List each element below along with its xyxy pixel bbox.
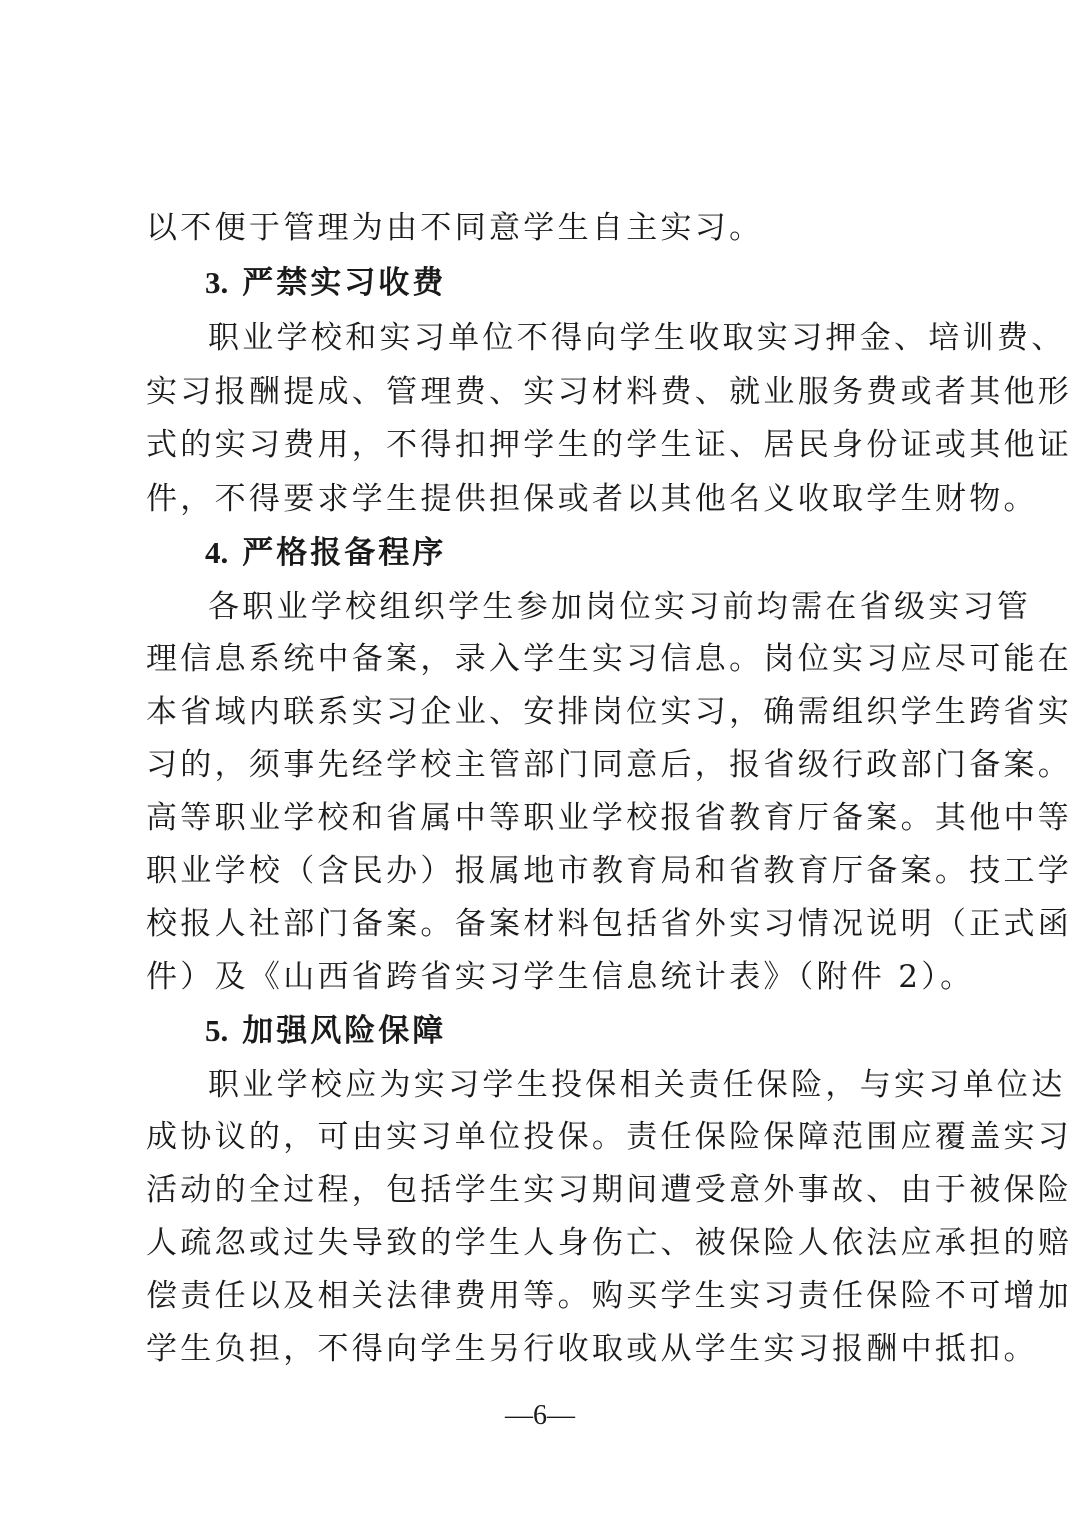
paragraph-line: 职业学校和实习单位不得向学生收取实习押金、培训费、	[208, 320, 1066, 356]
paragraph-line: 件，不得要求学生提供担保或者以其他名义收取学生财物。	[146, 481, 1038, 517]
paragraph-line: 活动的全过程，包括学生实习期间遭受意外事故、由于被保险	[146, 1172, 1073, 1208]
paragraph-line: 式的实习费用，不得扣押学生的学生证、居民身份证或其他证	[146, 427, 1073, 463]
paragraph-line: 各职业学校组织学生参加岗位实习前均需在省级实习管	[208, 589, 1032, 625]
page-number: —6—	[505, 1400, 575, 1431]
paragraph-line: 实习报酬提成、管理费、实习材料费、就业服务费或者其他形	[146, 374, 1073, 410]
section-heading-4	[205, 527, 446, 579]
paragraph-line: 高等职业学校和省属中等职业学校报省教育厅备案。其他中等	[146, 800, 1073, 836]
section-title: 严禁实习收费	[242, 265, 447, 301]
section-number: 5.	[205, 1013, 229, 1048]
paragraph-line: 职业学校（含民办）报属地市教育局和省教育厅备案。技工学	[146, 853, 1073, 889]
paragraph-line: 理信息系统中备案，录入学生实习信息。岗位实习应尽可能在	[146, 641, 1073, 677]
section-heading-5	[205, 1005, 446, 1057]
section-title: 严格报备程序	[242, 535, 447, 571]
section-heading-3	[205, 257, 446, 309]
section-number: 4.	[205, 535, 229, 570]
paragraph-line: 人疏忽或过失导致的学生人身伤亡、被保险人依法应承担的赔	[146, 1225, 1073, 1261]
paragraph-line: 偿责任以及相关法律费用等。购买学生实习责任保险不可增加	[146, 1278, 1073, 1314]
paragraph-line: 件）及《山西省跨省实习学生信息统计表》（附件 2）。	[146, 959, 975, 995]
paragraph-line: 成协议的，可由实习单位投保。责任保险保障范围应覆盖实习	[146, 1119, 1073, 1155]
paragraph-line: 校报人社部门备案。备案材料包括省外实习情况说明（正式函	[146, 906, 1073, 942]
section-number: 3.	[205, 265, 229, 300]
paragraph-line: 以不便于管理为由不同意学生自主实习。	[146, 210, 764, 246]
paragraph-line: 职业学校应为实习学生投保相关责任保险，与实习单位达	[208, 1067, 1066, 1103]
paragraph-line: 学生负担，不得向学生另行收取或从学生实习报酬中抵扣。	[146, 1331, 1038, 1367]
paragraph-line: 习的，须事先经学校主管部门同意后，报省级行政部门备案。	[146, 747, 1073, 783]
section-title: 加强风险保障	[242, 1013, 447, 1049]
paragraph-line: 本省域内联系实习企业、安排岗位实习，确需组织学生跨省实	[146, 694, 1073, 730]
